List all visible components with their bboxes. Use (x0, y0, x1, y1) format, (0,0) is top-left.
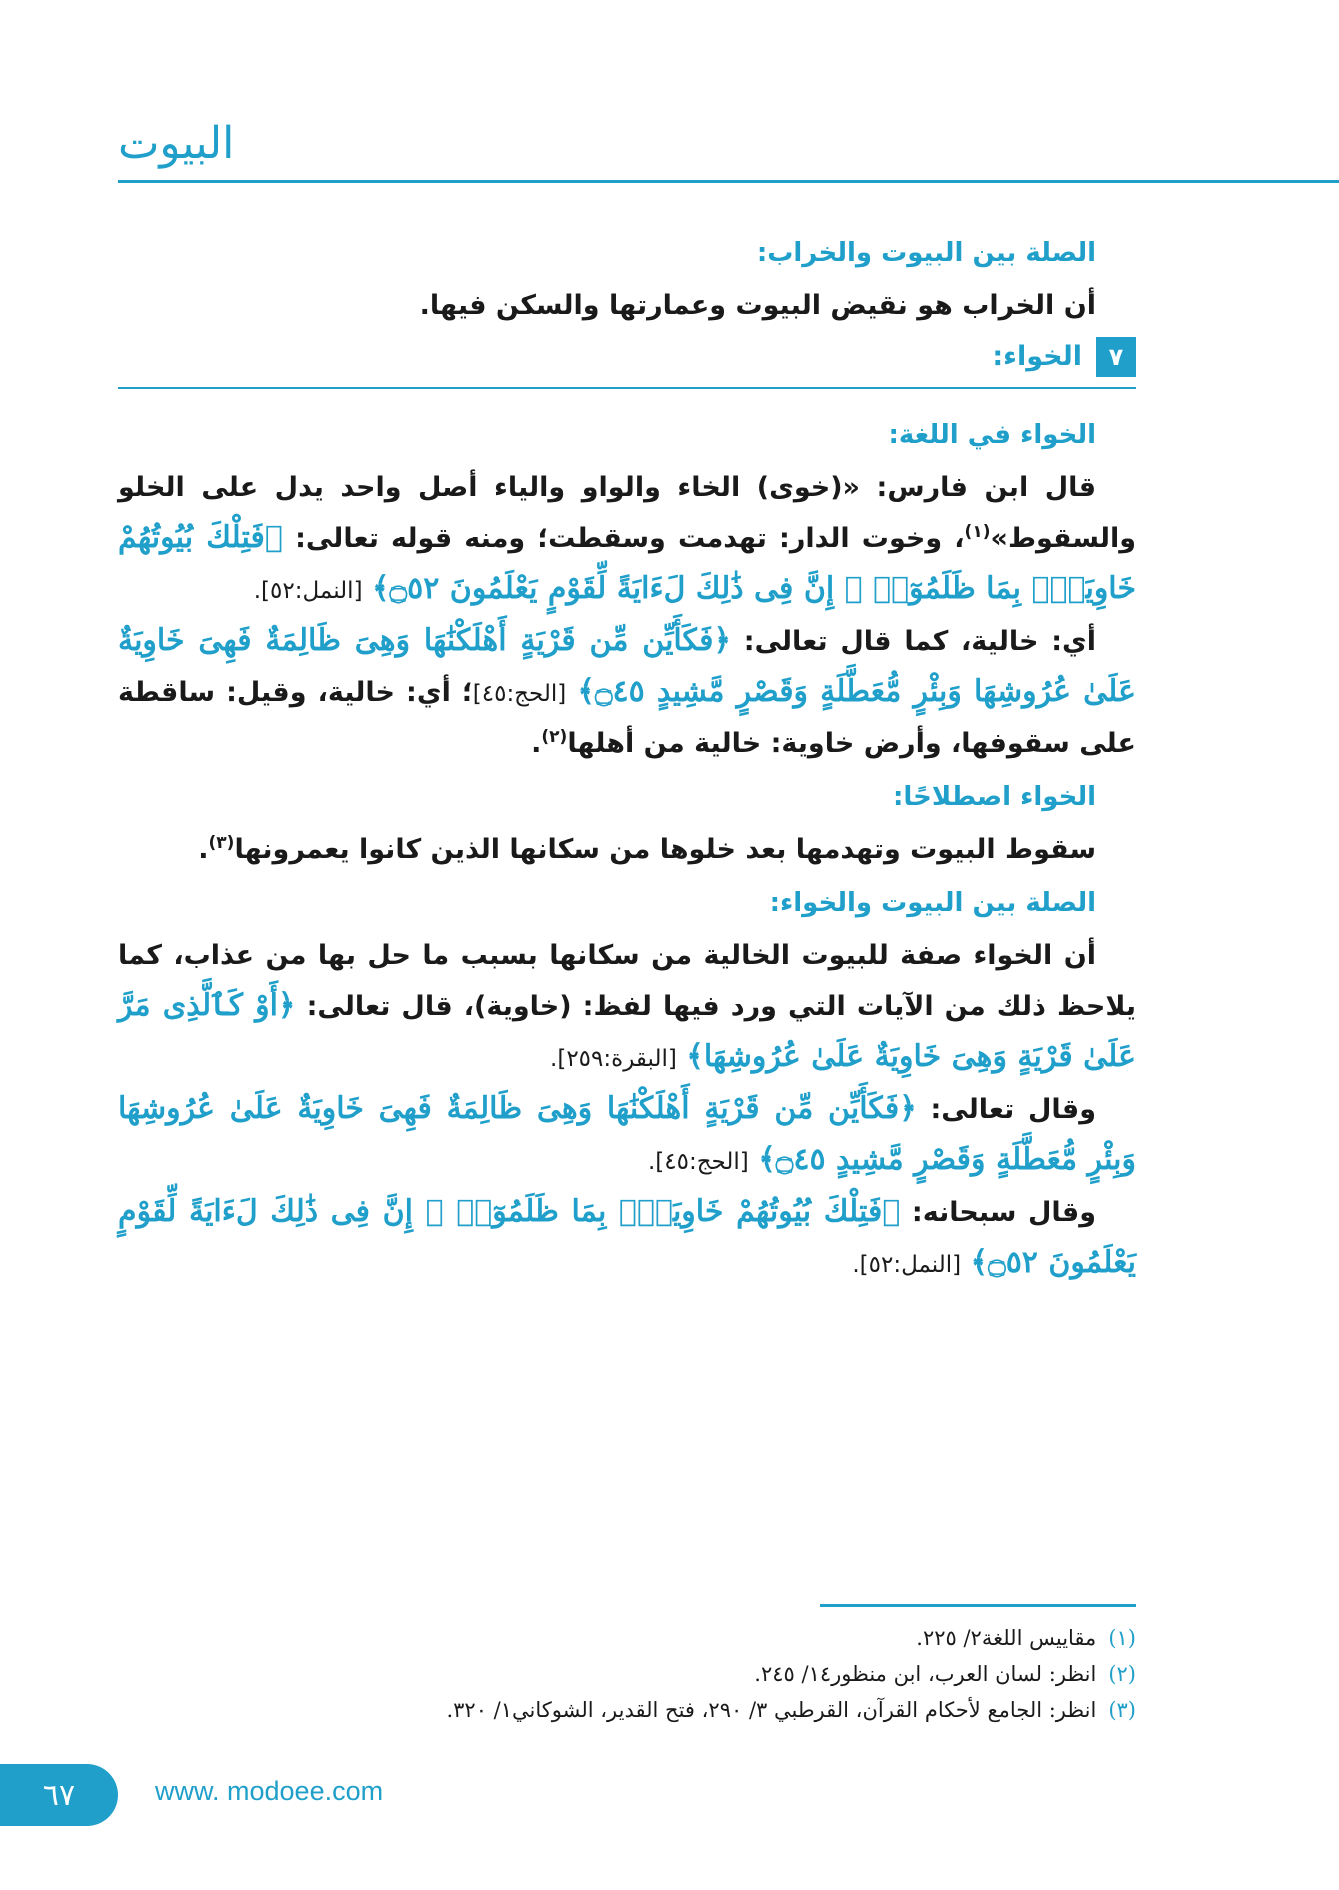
footnote-rule (820, 1604, 1136, 1607)
quran-verse: ﴿فَتِلْكَ بُيُوتُهُمْ خَاوِيَةًۢ بِمَا ظَلَمُوٓا۟ ۗ إِنَّ فِى ذَٰلِكَ لَءَايَةً لِّقَوْمٍ يَعْلَمُونَ ۝٥٢﴾ (118, 520, 1136, 606)
term-text: سقوط البيوت وتهدمها بعد خلوها من سكانها الذين كانوا يعمرونها (234, 834, 1096, 865)
footnote-ref-2[interactable]: (٢) (541, 727, 568, 747)
lang-paragraph-2 (118, 616, 1136, 769)
section-header (118, 333, 1136, 381)
lang-heading: الخواء في اللغة: (888, 420, 1096, 450)
verse-reference: [البقرة:٢٥٩]. (550, 1046, 677, 1072)
section-title: الخواء: (992, 341, 1082, 372)
page-number: ٦٧ (42, 1777, 76, 1813)
footnote-number: (١) (1108, 1626, 1136, 1650)
lang-p2-end: . (531, 728, 542, 759)
verse-reference: [الحج:٤٥] (472, 681, 567, 707)
relation-ruin-text: أن الخراب هو نقيض البيوت وعمارتها والسكن فيها. (419, 290, 1096, 321)
term-end: . (198, 834, 209, 865)
lang-p2-text-a: أي: خالية، كما قال تعالى: (731, 626, 1096, 657)
rel2-said-1: وقال تعالى: (916, 1094, 1096, 1125)
rel2-paragraph-2 (118, 1084, 1136, 1187)
relation-ruin-heading: الصلة بين البيوت والخراب: (756, 238, 1096, 268)
footnote-text: انظر: لسان العرب، ابن منظور١٤/ ٢٤٥. (754, 1662, 1097, 1686)
quran-verse: ﴿فَكَأَيِّن مِّن قَرْيَةٍ أَهْلَكْنَٰهَا وَهِىَ ظَالِمَةٌ فَهِىَ خَاوِيَةٌ عَلَىٰ عُرُوشِهَا وَبِئْرٍ مُّعَطَّلَةٍ وَقَصْرٍ مَّشِيدٍ ۝٤٥﴾ (118, 1091, 1136, 1177)
footnote-ref-1[interactable]: (١) (964, 522, 991, 542)
main-content (118, 225, 1136, 1290)
header-rule (118, 180, 1339, 183)
quran-verse: ﴿فَكَأَيِّن مِّن قَرْيَةٍ أَهْلَكْنَٰهَا وَهِىَ ظَالِمَةٌ فَهِىَ خَاوِيَةٌ عَلَىٰ عُرُوشِهَا وَبِئْرٍ مُّعَطَّلَةٍ وَقَصْرٍ مَّشِيدٍ ۝٤٥﴾ (118, 623, 1137, 709)
page-number-tab (0, 1764, 118, 1826)
footnote-number: (٣) (1108, 1698, 1136, 1722)
footnote-item (118, 1620, 1136, 1656)
lang-paragraph-1 (118, 463, 1136, 616)
term-heading: الخواء اصطلاحًا: (893, 782, 1096, 812)
verse-reference: [النمل:٥٢]. (852, 1252, 962, 1278)
rel2-heading: الصلة بين البيوت والخواء: (769, 888, 1096, 918)
footnote-text: مقاييس اللغة٢/ ٢٢٥. (916, 1626, 1097, 1650)
footnote-ref-3[interactable]: (٣) (208, 833, 235, 853)
footnote-number: (٢) (1108, 1662, 1136, 1686)
lang-p2-text-b: ؛ أي: خالية، وقيل: ساقطة على سقوفها، وأرض خاوية: خالية من أهلها (118, 677, 1136, 759)
section-rule (118, 387, 1136, 389)
footnote-text: انظر: الجامع لأحكام القرآن، القرطبي ٣/ ٢٩٠، فتح القدير، الشوكاني١/ ٣٢٠. (446, 1698, 1097, 1722)
section-number-badge: ٧ (1096, 337, 1136, 377)
rel2-paragraph-3 (118, 1187, 1136, 1290)
website-link[interactable]: www. modoee.com (155, 1776, 384, 1806)
quran-verse: ﴿أَوْ كَٱلَّذِى مَرَّ عَلَىٰ قَرْيَةٍ وَهِىَ خَاوِيَةٌ عَلَىٰ عُرُوشِهَا﴾ (118, 988, 1136, 1074)
verse-reference: [الحج:٤٥]. (647, 1149, 749, 1175)
rel2-text-a: أن الخواء صفة للبيوت الخالية من سكانها بسبب ما حل بها من عذاب، كما يلاحظ ذلك من الآيات التي ورد فيها لفظ: (خاوية)، قال تعالى: (118, 940, 1136, 1022)
footnote-item (118, 1692, 1136, 1728)
lang-p1-text-a: قال ابن فارس: «(خوى) الخاء والواو والياء أصل واحد يدل على الخلو والسقوط» (118, 472, 1136, 554)
footnotes (118, 1620, 1136, 1728)
footnote-item (118, 1656, 1136, 1692)
rel2-paragraph-1 (118, 931, 1136, 1084)
verse-reference: [النمل:٥٢]. (253, 578, 363, 604)
term-paragraph (118, 825, 1136, 875)
chapter-title: البيوت (118, 118, 235, 169)
quran-verse: ﴿فَتِلْكَ بُيُوتُهُمْ خَاوِيَةًۢ بِمَا ظَلَمُوٓا۟ ۗ إِنَّ فِى ذَٰلِكَ لَءَايَةً لِّقَوْمٍ يَعْلَمُونَ ۝٥٢﴾ (118, 1194, 1136, 1280)
rel2-said-2: وقال سبحانه: (900, 1197, 1096, 1228)
lang-p1-text-b: ، وخوت الدار: تهدمت وسقطت؛ ومنه قوله تعالى: (282, 523, 965, 554)
